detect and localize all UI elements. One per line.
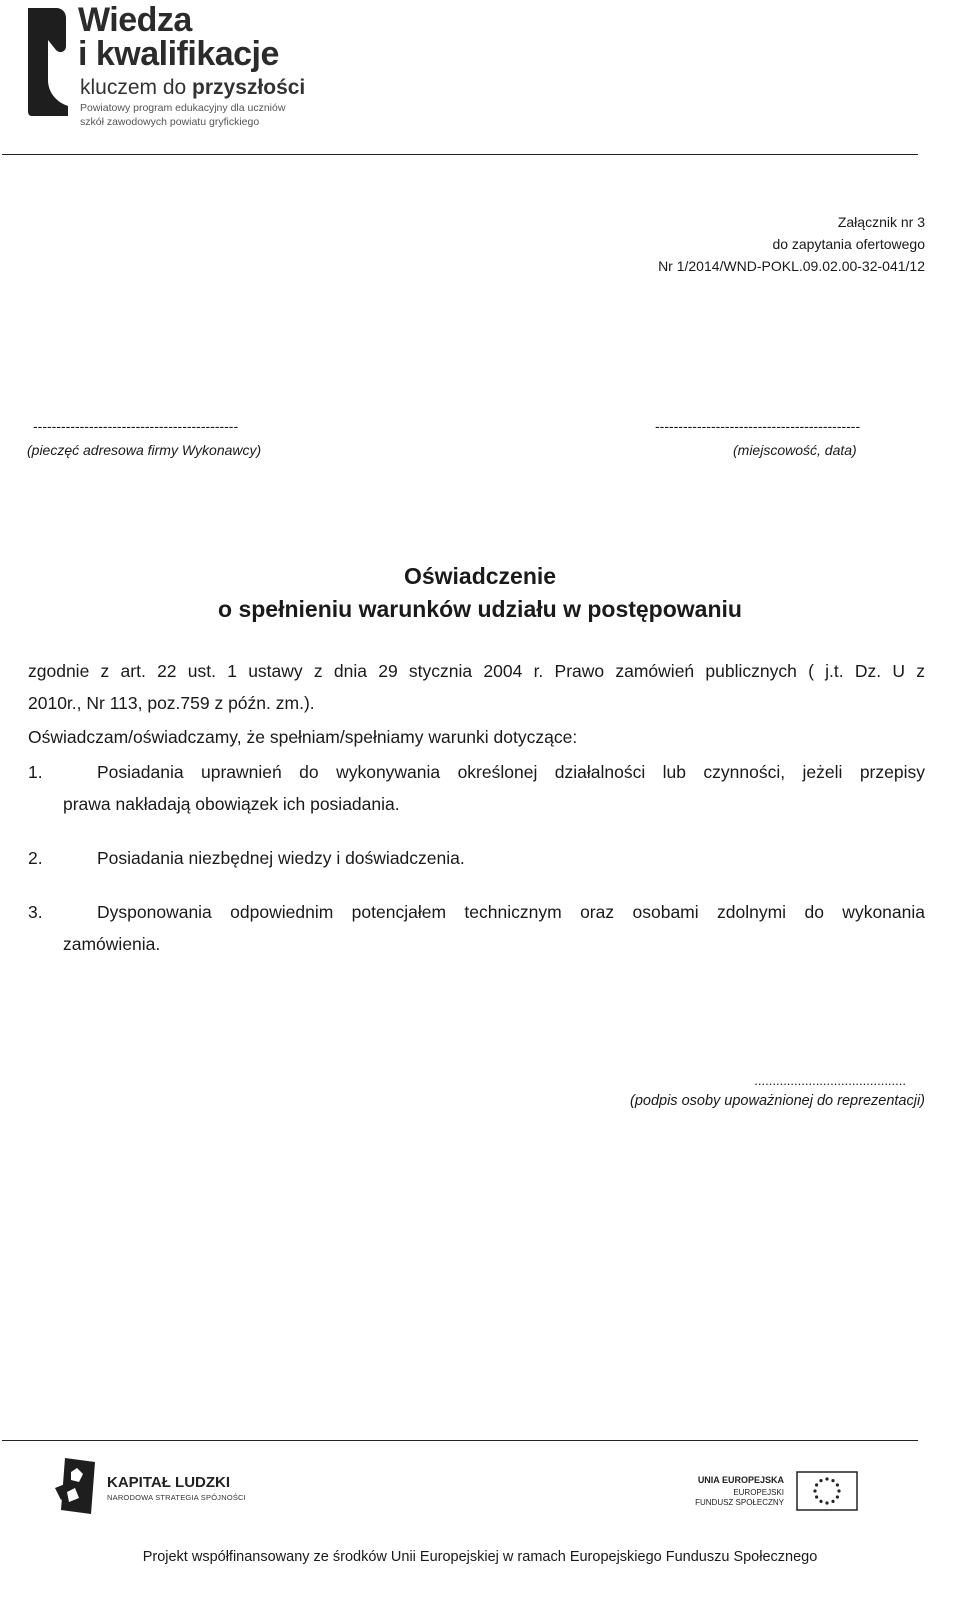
annex-line-1: Załącznik nr 3 [837,214,925,230]
document-subtitle: o spełnieniu warunków udziału w postępowaniu [218,596,742,622]
intro-line-1: zgodnie z art. 22 ust. 1 ustawy z dnia 29 stycznia 2004 r. Prawo zamówień publicznych ( j.t. Dz. U z [28,661,925,681]
annex-line-2: do zapytania ofertowego [772,236,925,252]
place-date-field-caption: (miejscowość, data) [733,442,857,458]
kapital-ludzki-mark-icon [55,1458,97,1514]
logo-line-3: kluczem do przyszłości [80,76,306,99]
list-item-1-line-1 [28,756,925,788]
kapital-ludzki-logo [55,1458,255,1514]
logo-line-2: i kwalifikacje [78,35,279,73]
eu-efs-logo [696,1471,862,1511]
list-item-3 [28,896,925,960]
eu-logo-line-2: EUROPEJSKI [733,1488,784,1497]
statement: Oświadczam/oświadczamy, że spełniam/spełniamy warunki dotyczące: [28,727,578,747]
list-item-3-number: 3. [28,902,43,922]
list-item-1-text: Posiadania uprawnień do wykonywania określonej działalności lub czynności, jeżeli przepisy [97,762,925,782]
eu-logo-line-3: FUNDUSZ SPOŁECZNY [695,1498,784,1507]
eu-flag-icon [796,1471,858,1511]
signature-line: .......................................... [754,1073,906,1088]
list-item-3-text: Dysponowania odpowiednim potencjałem technicznym oraz osobami zdolnymi do wykonania [97,902,925,922]
list-item-1-line-2: prawa nakładają obowiązek ich posiadania. [63,794,400,814]
signature-caption: (podpis osoby upoważnionej do reprezentacji) [629,1093,925,1109]
wiedza-kwalifikacje-logo [26,1,326,131]
list-item-2-line-1 [28,842,925,874]
logo-line-4: Powiatowy program edukacyjny dla uczniów [80,102,286,114]
stamp-field-caption: (pieczęć adresowa firmy Wykonawcy) [27,442,262,458]
list-item-1 [28,756,925,820]
list-item-3-line-1 [28,896,925,928]
annex-line-3: Nr 1/2014/WND-POKL.09.02.00-32-041/12 [658,258,925,274]
place-date-field-line: -------------------------------------------- [655,418,861,434]
kapital-ludzki-subtitle: NARODOWA STRATEGIA SPÓJNOŚCI [107,1493,246,1502]
intro-line-2: 2010r., Nr 113, poz.759 z późn. zm.). [28,693,315,713]
list-item-3-line-2: zamówienia. [63,934,161,954]
list-item-2 [28,842,925,874]
list-item-2-text: Posiadania niezbędnej wiedzy i doświadczenia. [97,848,465,868]
funding-note: Projekt współfinansowany ze środków Unii Europejskiej w ramach Europejskiego Funduszu Społecznego [142,1549,818,1565]
logo-line-1: Wiedza [78,1,192,39]
kapital-ludzki-title: KAPITAŁ LUDZKI [107,1474,231,1491]
document-title: Oświadczenie [403,563,557,589]
eu-logo-line-1: UNIA EUROPEJSKA [697,1475,784,1485]
logo-line-5: szkół zawodowych powiatu gryfickiego [80,116,260,128]
footer-divider [2,1440,918,1441]
logo-mark-icon [26,6,70,118]
header-divider [2,154,918,155]
list-item-1-number: 1. [28,762,43,782]
stamp-field-line: -------------------------------------------- [33,418,239,434]
list-item-2-number: 2. [28,848,43,868]
